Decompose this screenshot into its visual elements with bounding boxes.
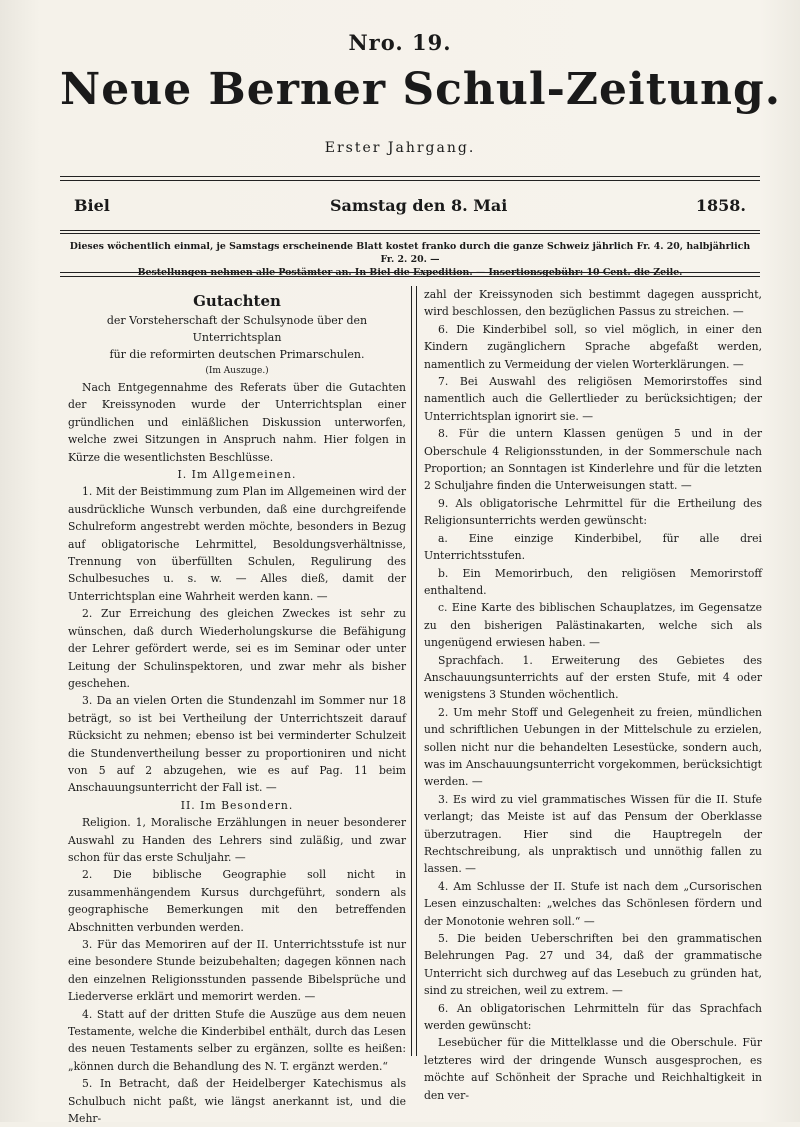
divider — [60, 230, 760, 231]
paragraph: 4. Am Schlusse der II. Stufe ist nach dem „Cursorischen Lesen einzuschalten: „welches das Schönlesen fördern und der Monotonie wehren soll.“ — — [424, 879, 762, 928]
paragraph: 3. Für das Memoriren auf der II. Unterrichtsstufe ist nur eine besondere Stunde beizubehalten; dagegen können nach den einzelnen Religionsstunden passende Bibelsprüche und Liederverse erklärt und memorirt werden. — — [68, 938, 406, 1004]
paragraph: zahl der Kreissynoden sich bestimmt dagegen ausspricht, wird beschlossen, den bezüglichen Passus zu streichen. — — [424, 288, 762, 319]
volume-year: Erster Jahrgang. — [324, 140, 476, 156]
paragraph: 2. Um mehr Stoff und Gelegenheit zu freien, mündlichen und schriftlichen Uebungen in der Mittelschule zu erzielen, sollen nicht nur die behandelten Lesestücke, sondern auch, was im Anschauungsunterricht vorgekommen, berücksichtigt werden. — — [424, 705, 762, 789]
paragraph: 3. Es wird zu viel grammatisches Wissen für die II. Stufe verlangt; das Meiste ist auf das Pensum der Oberklasse überzutragen. Hier sind die Hauptregeln der Rechtschreibung, als unpraktisch und unnöthig fallen zu lassen. — — [424, 792, 762, 876]
paragraph: 5. Die beiden Ueberschriften bei den grammatischen Belehrungen Pag. 27 und 34, daß der grammatische Unterricht sich durchweg auf das Lesebuch zu gründen hat, sind zu streichen, weil zu extrem. — — [424, 932, 762, 998]
left-column — [68, 290, 406, 1127]
paragraph: Nach Entgegennahme des Referats über die Gutachten der Kreissynoden wurde der Unterrichtsplan einer gründlichen und einläßlichen Diskussion unterworfen, welche zwei Sitzungen in Anspruch nahm. Hier folgen in Kürze die wesentlichsten Beschlüsse. — [68, 381, 406, 464]
dateline — [74, 196, 746, 220]
paragraph: 9. Als obligatorische Lehrmittel für die Ertheilung des Religionsunterrichts werden gewünscht: — [424, 496, 762, 528]
paragraph: b. Ein Memorirbuch, den religiösen Memorirstoff enthaltend. — [424, 566, 762, 597]
paragraph: 6. An obligatorischen Lehrmitteln für das Sprachfach werden gewünscht: — [424, 1001, 762, 1033]
subscription-info: Dieses wöchentlich einmal, je Samstags erscheinende Blatt kostet franko durch die ganze Schweiz jährlich Fr. 4. 20, halbjährlich Fr. 2. 20. — Bestellungen nehmen alle Postämter an. In Biel die Expedition. — Insertionsgebühr: 10 Cent. die Zeile. — [69, 241, 751, 278]
paragraph: Sprachfach. 1. Erweiterung des Gebietes des Anschauungsunterrichts auf der ersten Stufe, mit 4 oder wenigstens 3 Stunden wöchentlich. — [424, 653, 762, 702]
paragraph: 1. Mit der Beistimmung zum Plan im Allgemeinen wird der ausdrückliche Wunsch verbunden, daß eine durchgreifende Schulreform angestrebt werden möchte, besonders in Bezug auf obligatorische Lehrmittel, Besoldungsverhältnisse, Trennung von überfüllten Schulen, Regulirung des Schulbesuches u. s. w. — Alles dieß, damit der Unterrichtsplan eine Wahrheit werden kann. — — [68, 485, 406, 603]
masthead-title: Neue Berner Schul-Zeitung. — [60, 64, 782, 115]
divider — [60, 272, 760, 273]
divider — [60, 276, 760, 277]
article-title: Gutachten — [193, 292, 281, 310]
article-subtitle: für die reformirten deutschen Primarschulen. — [109, 348, 365, 361]
paragraph: Lesebücher für die Mittelklasse und die Oberschule. Für letzteres wird der dringende Wunsch ausgesprochen, es möchte auf Schönheit der Sprache und Reichhaltigkeit in den ver- — [424, 1036, 762, 1102]
paragraph: a. Eine einzige Kinderbibel, für alle drei Unterrichtsstufen. — [424, 531, 762, 563]
right-column — [424, 286, 762, 1104]
section-heading: II. Im Besondern. — [180, 798, 294, 812]
paragraph: 2. Die biblische Geographie soll nicht in zusammenhängendem Kursus durchgeführt, sondern als geographische Bemerkungen mit den betreffenden Abschnitten verbunden werden. — [68, 868, 406, 934]
date: Samstag den 8. Mai — [330, 196, 508, 215]
paragraph: 3. Da an vielen Orten die Stundenzahl im Sommer nur 18 beträgt, so ist bei Vertheilung der Unterrichtszeit darauf Rücksicht zu nehmen; ebenso ist bei verminderter Schulzeit die Stundenvertheilung besser zu proportioniren und nicht von 5 auf 2 abzugehen, wie es auf Pag. 11 beim Anschauungsunterricht der Fall ist. — — [68, 694, 406, 795]
divider — [60, 233, 760, 234]
paragraph: 2. Zur Erreichung des gleichen Zweckes ist sehr zu wünschen, daß durch Wiederholungskurse die Befähigung der Lehrer gefördert werde, sei es im Seminar oder unter Leitung der Schulinspektoren, und zwar mehr als bisher geschehen. — [68, 607, 406, 690]
paragraph: 4. Statt auf der dritten Stufe die Auszüge aus dem neuen Testamente, welche die Kinderbibel enthält, durch das Lesen des neuen Testaments selber zu ergänzen, sollte es heißen: „können durch die Behandlung des N. T. ergänzt werden.“ — [68, 1007, 406, 1073]
divider — [60, 180, 760, 181]
paragraph: 6. Die Kinderbibel soll, so viel möglich, in einer den Kindern zugänglichern Sprache abgefaßt werden, namentlich zu Vermeidung der vielen Worterklärungen. — — [424, 322, 762, 371]
paragraph: 7. Bei Auswahl des religiösen Memorirstoffes sind namentlich auch die Gellertlieder zu berücksichtigen; der Unterrichtsplan ignorirt sie. — — [424, 375, 762, 423]
article-subtitle: der Vorsteherschaft der Schulsynode über den Unterrichtsplan — [106, 314, 368, 344]
place: Biel — [74, 196, 110, 215]
year-number: 1858. — [695, 196, 746, 215]
paragraph: 8. Für die untern Klassen genügen 5 und in der Oberschule 4 Religionsstunden, in der Sommerschule nach Proportion; an Sonntagen ist Kinderlehre und für die letzten 2 Schuljahre finden die Unterweisungen statt. — — [424, 427, 762, 493]
paragraph: Religion. 1, Moralische Erzählungen in neuer besonderer Auswahl zu Handen des Lehrers sind zuläßig, und zwar schon für das erste Schuljahr. — — [68, 816, 406, 864]
article-note: (Im Auszuge.) — [205, 366, 269, 376]
divider — [60, 176, 760, 177]
paragraph: c. Eine Karte des biblischen Schauplatzes, im Gegensatze zu den bisherigen Palästinakarten, welche sich als ungenügend erwiesen haben. — — [424, 601, 762, 650]
column-divider — [411, 286, 417, 1056]
section-heading: I. Im Allgemeinen. — [177, 468, 297, 482]
paragraph: 5. In Betracht, daß der Heidelberger Katechismus als Schulbuch nicht paßt, wie längst anerkannt ist, und die Mehr- — [68, 1077, 406, 1126]
issue-number: Nro. 19. — [348, 30, 452, 55]
